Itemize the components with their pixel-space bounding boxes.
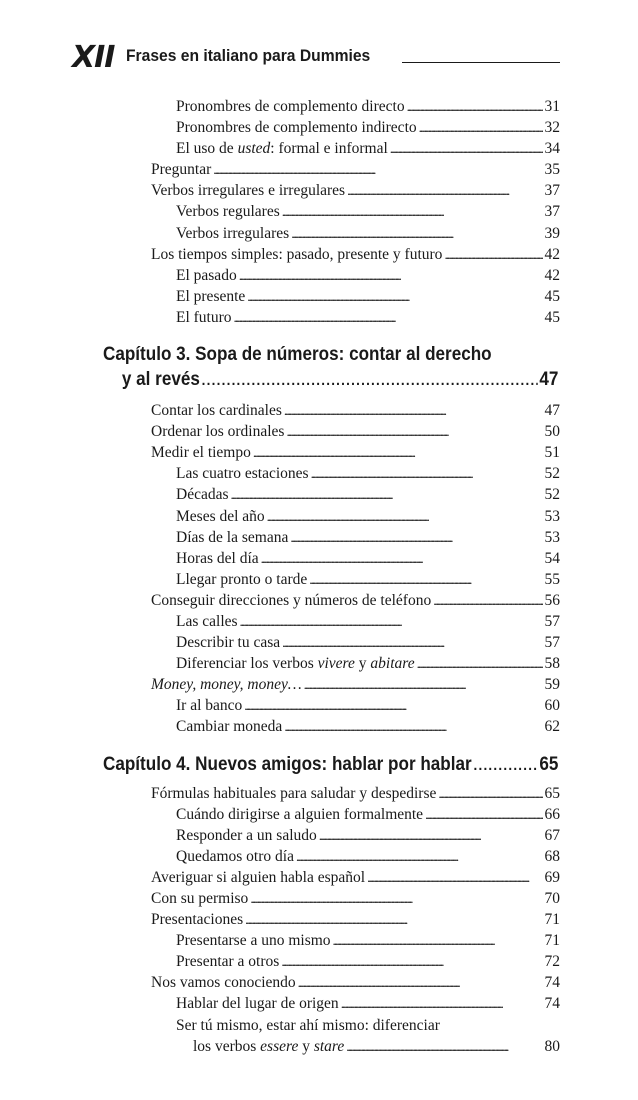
toc-entry[interactable]: Cuándo dirigirse a alguien formalmente . . . 66 xyxy=(0,804,638,825)
page-ref: 37 xyxy=(544,182,560,200)
toc-entry[interactable]: Averiguar si alguien habla español . . . 69 xyxy=(0,867,638,888)
toc-entry[interactable]: Verbos regulares . . . 37 xyxy=(0,201,638,222)
page-ref: 47 xyxy=(544,402,560,420)
page-ref: 65 xyxy=(544,784,560,802)
page-ref: 66 xyxy=(544,805,560,823)
page-ref: 71 xyxy=(544,911,560,929)
dot-leader xyxy=(281,951,542,972)
dot-leader xyxy=(298,972,543,993)
page-ref: 72 xyxy=(544,953,560,971)
toc-entry[interactable]: Décadas . . . 52 xyxy=(0,484,638,505)
page-ref: 69 xyxy=(544,868,560,886)
toc-entry[interactable]: Presentarse a uno mismo . . . 71 xyxy=(0,930,638,951)
page-ref: 55 xyxy=(544,570,560,588)
toc-entry[interactable]: Pronombres de complemento indirecto . . . 32 xyxy=(0,117,638,138)
dot-leader xyxy=(250,888,542,909)
dot-leader xyxy=(253,442,543,463)
dot-leader xyxy=(291,223,542,244)
toc-entry[interactable]: Meses del año . . . 53 xyxy=(0,506,638,527)
page-ref: 71 xyxy=(544,932,560,950)
page-ref: 42 xyxy=(544,245,560,263)
toc-entry[interactable]: Ordenar los ordinales . . . 50 xyxy=(0,421,638,442)
dot-leader xyxy=(234,307,543,328)
page-ref: 34 xyxy=(544,140,560,158)
dot-leader xyxy=(261,548,543,569)
toc-entry[interactable]: Diferenciar los verbos vivere y abitare . . . 58 xyxy=(0,653,638,674)
page-ref: 47 xyxy=(539,369,559,391)
page-ref: 39 xyxy=(544,224,560,242)
dot-leader xyxy=(390,138,543,159)
page-ref: 35 xyxy=(544,161,560,179)
dot-leader xyxy=(419,117,543,138)
dot-leader xyxy=(425,804,542,825)
dot-leader xyxy=(284,716,542,737)
toc-entry[interactable]: Quedamos otro día . . . 68 xyxy=(0,846,638,867)
page-ref: 80 xyxy=(544,1037,560,1055)
toc-entry[interactable]: Medir el tiempo . . . 51 xyxy=(0,442,638,463)
toc-entry[interactable]: Presentar a otros . . . 72 xyxy=(0,951,638,972)
page-ref: 45 xyxy=(544,287,560,305)
toc-entry[interactable]: El presente . . . 45 xyxy=(0,286,638,307)
header-rule xyxy=(402,62,560,63)
page-number: XII xyxy=(72,40,115,75)
page-ref: 59 xyxy=(544,676,560,694)
dot-leader xyxy=(213,159,542,180)
page-ref: 65 xyxy=(539,753,559,775)
page-ref: 52 xyxy=(544,486,560,504)
dot-leader xyxy=(367,867,542,888)
toc-entry[interactable]: Fórmulas habituales para saludar y despedirse . . . 65 xyxy=(0,783,638,804)
toc-entry[interactable]: El futuro . . . 45 xyxy=(0,307,638,328)
dot-leader xyxy=(444,244,542,265)
toc-entry[interactable]: Conseguir direcciones y números de teléfono . . . 56 xyxy=(0,590,638,611)
dot-leader xyxy=(433,590,542,611)
toc-entry[interactable]: Nos vamos conociendo . . . 74 xyxy=(0,972,638,993)
page-ref: 62 xyxy=(544,718,560,736)
dot-leader xyxy=(282,201,543,222)
dot-leader xyxy=(304,674,543,695)
dot-leader xyxy=(309,569,542,590)
dot-leader xyxy=(347,180,542,201)
page-ref: 37 xyxy=(544,203,560,221)
dot-leader xyxy=(282,632,542,653)
toc-entry[interactable]: Llegar pronto o tarde . . . 55 xyxy=(0,569,638,590)
toc-entry[interactable]: Los tiempos simples: pasado, presente y futuro . . . 42 xyxy=(0,244,638,265)
toc-entry[interactable]: Verbos irregulares . . . 39 xyxy=(0,223,638,244)
page-header xyxy=(72,40,560,76)
dot-leader xyxy=(240,611,543,632)
dot-leader xyxy=(346,1036,542,1057)
toc-entry[interactable]: Presentaciones . . . 71 xyxy=(0,909,638,930)
page-ref: 42 xyxy=(544,266,560,284)
toc-entry[interactable]: Cambiar moneda . . . 62 xyxy=(0,716,638,737)
page-ref: 45 xyxy=(544,308,560,326)
chapter-heading[interactable]: Capítulo 3. Sopa de números: contar al derecho y al revés . . . 47 xyxy=(103,342,558,392)
toc-entry[interactable]: Días de la semana . . . 53 xyxy=(0,527,638,548)
page-ref: 52 xyxy=(544,465,560,483)
toc-entry[interactable]: los verbos essere y stare . . . 80 xyxy=(0,1036,638,1057)
dot-leader xyxy=(438,783,542,804)
page-ref: 50 xyxy=(544,423,560,441)
toc-entry-wrap: Ser tú mismo, estar ahí mismo: diferenciar xyxy=(176,1016,440,1034)
page-ref: 31 xyxy=(544,98,560,115)
toc-entry[interactable]: Contar los cardinales . . . 47 xyxy=(0,400,638,421)
dot-leader xyxy=(284,400,543,421)
toc-entry[interactable]: Hablar del lugar de origen . . . 74 xyxy=(0,993,638,1014)
dot-leader xyxy=(231,484,543,505)
toc-entry[interactable]: Responder a un saludo . . . 67 xyxy=(0,825,638,846)
toc-entry[interactable]: Preguntar . . . 35 xyxy=(0,159,638,180)
dot-leader xyxy=(296,846,543,867)
page-ref: 60 xyxy=(544,697,560,715)
page-ref: 32 xyxy=(544,119,560,137)
dot-leader xyxy=(333,930,543,951)
dot-leader xyxy=(473,752,537,778)
page-ref: 74 xyxy=(544,995,560,1013)
toc-entry[interactable]: Verbos irregulares e irregulares . . . 37 xyxy=(0,180,638,201)
dot-leader xyxy=(311,463,543,484)
page-ref: 51 xyxy=(544,444,560,462)
dot-leader xyxy=(239,265,543,286)
book-title: Frases en italiano para Dummies xyxy=(126,46,371,65)
page-ref: 57 xyxy=(544,612,560,630)
toc-entry[interactable]: El pasado . . . 42 xyxy=(0,265,638,286)
dot-leader xyxy=(286,421,542,442)
dot-leader xyxy=(202,367,538,393)
page-ref: 70 xyxy=(544,890,560,907)
toc-entry[interactable]: Horas del día . . . 54 xyxy=(0,548,638,569)
toc-entry[interactable]: El uso de usted: formal e informal . . . 34 xyxy=(0,138,638,159)
page-ref: 53 xyxy=(544,528,560,546)
page-ref: 56 xyxy=(544,591,560,609)
chapter-heading[interactable]: Capítulo 4. Nuevos amigos: hablar por hablar . . . 65 xyxy=(103,752,558,777)
toc-entry[interactable]: Las cuatro estaciones . . . 52 xyxy=(0,463,638,484)
table-of-contents xyxy=(0,96,638,1057)
toc-entry[interactable]: Pronombres de complemento directo . . . 31 xyxy=(0,96,638,117)
page-ref: 68 xyxy=(544,847,560,865)
dot-leader xyxy=(247,286,542,307)
page-ref: 53 xyxy=(544,507,560,525)
dot-leader xyxy=(267,506,543,527)
page-ref: 54 xyxy=(544,549,560,567)
toc-entry[interactable]: Describir tu casa . . . 57 xyxy=(0,632,638,653)
dot-leader xyxy=(244,695,542,716)
dot-leader xyxy=(417,653,543,674)
page-ref: 67 xyxy=(544,826,560,844)
page-ref: 57 xyxy=(544,634,560,652)
dot-leader xyxy=(341,993,543,1014)
toc-entry[interactable]: Money, money, money… . . . 59 xyxy=(0,674,638,695)
toc-entry[interactable]: Con su permiso . . . 70 xyxy=(0,888,638,909)
page-ref: 58 xyxy=(544,655,560,673)
toc-entry[interactable]: Las calles . . . 57 xyxy=(0,611,638,632)
dot-leader xyxy=(245,909,542,930)
toc-entry[interactable]: Ir al banco . . . 60 xyxy=(0,695,638,716)
dot-leader xyxy=(407,96,543,117)
dot-leader xyxy=(319,825,543,846)
dot-leader xyxy=(290,527,542,548)
page-ref: 74 xyxy=(544,974,560,992)
